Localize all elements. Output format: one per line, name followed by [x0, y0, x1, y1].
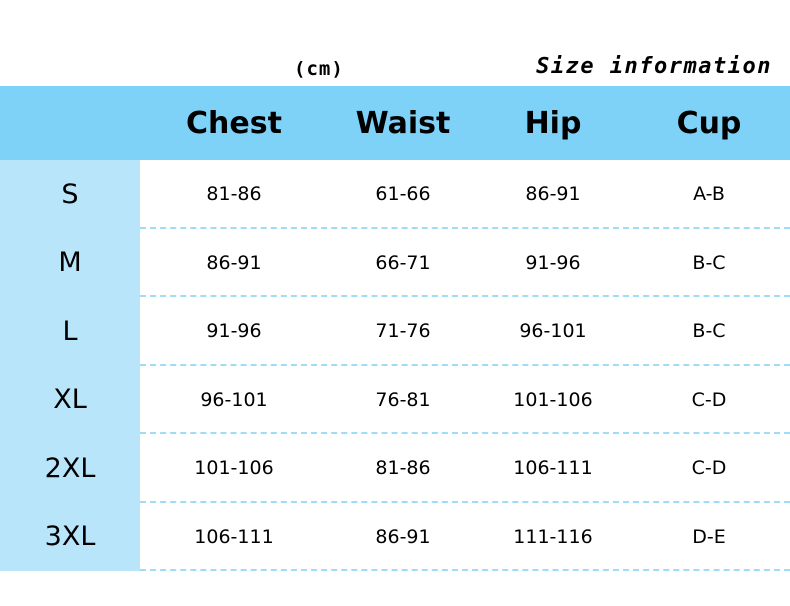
cell-size: L [0, 297, 140, 366]
cell-chest: 96-101 [140, 366, 328, 435]
cell-size: S [0, 160, 140, 229]
cell-chest: 81-86 [140, 160, 328, 229]
cell-cup: B-C [628, 297, 790, 366]
cell-hip: 101-106 [478, 366, 628, 435]
cell-waist: 86-91 [328, 503, 478, 572]
cell-hip: 96-101 [478, 297, 628, 366]
table-row [0, 503, 790, 572]
header-cell-hip: Hip [524, 105, 582, 141]
cell-size: 2XL [0, 434, 140, 503]
cell-chest: 86-91 [140, 229, 328, 298]
table-row [0, 297, 790, 366]
cell-waist: 61-66 [328, 160, 478, 229]
cell-hip: 111-116 [478, 503, 628, 572]
header-cell-cup: Cup [676, 105, 742, 141]
header-cell-chest: Chest [186, 105, 282, 141]
unit-label: (cm) [294, 58, 344, 80]
cell-cup: B-C [628, 229, 790, 298]
header-cell-waist: Waist [355, 105, 451, 141]
cell-chest: 91-96 [140, 297, 328, 366]
cell-chest: 106-111 [140, 503, 328, 572]
cell-hip: 86-91 [478, 160, 628, 229]
page-title: Size information [536, 54, 772, 79]
table-row [0, 229, 790, 298]
row-divider [140, 569, 790, 571]
cell-size: XL [0, 366, 140, 435]
cell-size: M [0, 229, 140, 298]
table-header-row [0, 86, 790, 160]
footer-strip [0, 594, 790, 606]
cell-hip: 106-111 [478, 434, 628, 503]
cell-chest: 101-106 [140, 434, 328, 503]
cell-waist: 76-81 [328, 366, 478, 435]
cell-waist: 66-71 [328, 229, 478, 298]
table-row [0, 366, 790, 435]
cell-size: 3XL [0, 503, 140, 572]
cell-cup: C-D [628, 366, 790, 435]
cell-cup: D-E [628, 503, 790, 572]
cell-cup: C-D [628, 434, 790, 503]
cell-hip: 91-96 [478, 229, 628, 298]
cell-waist: 71-76 [328, 297, 478, 366]
table-body [0, 160, 790, 571]
cell-waist: 81-86 [328, 434, 478, 503]
cell-cup: A-B [628, 160, 790, 229]
table-row [0, 434, 790, 503]
table-row [0, 160, 790, 229]
caption-row [0, 26, 790, 80]
